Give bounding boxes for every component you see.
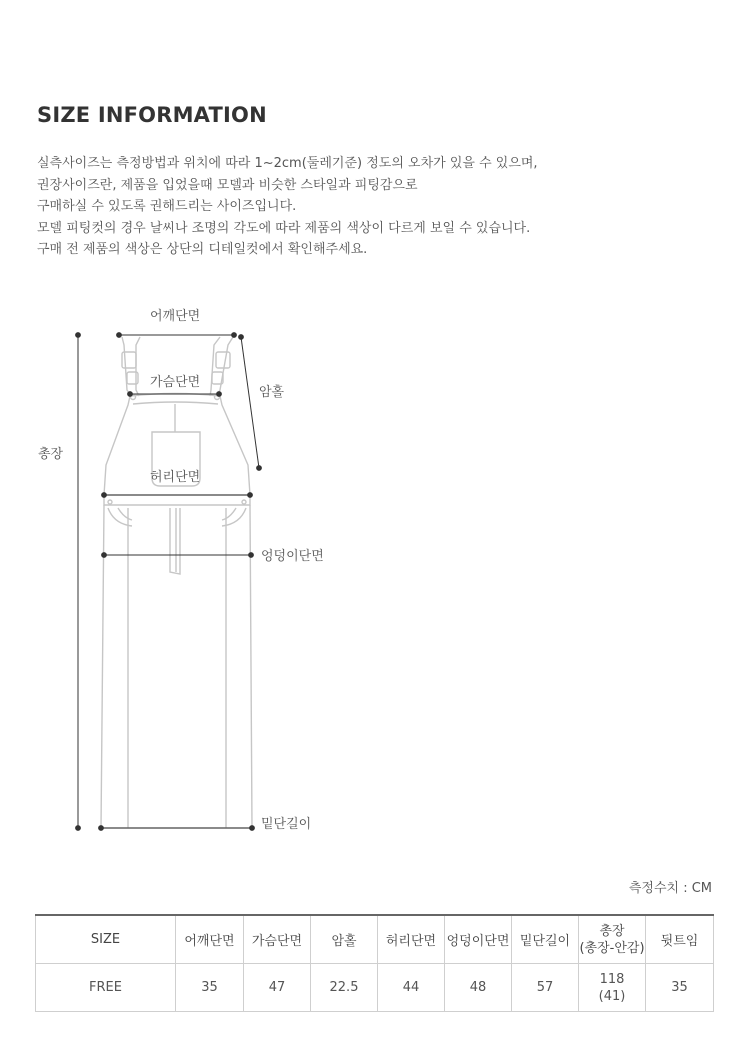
- cell-total-length-sub: (41): [598, 988, 626, 1004]
- note-line: 실측사이즈는 측정방법과 위치에 따라 1~2cm(둘레기준) 정도의 오차가 있을 수 있으며,: [37, 156, 538, 171]
- label-hem: 밑단길이: [261, 817, 312, 832]
- page-title: SIZE INFORMATION: [37, 103, 267, 127]
- cell-chest: 47: [244, 964, 311, 1012]
- note-line: 권장사이즈란, 제품을 입었을때 모델과 비슷한 스타일과 피팅감으로: [37, 177, 418, 193]
- note-line: 구매 전 제품의 색상은 상단의 디테일컷에서 확인해주세요.: [37, 242, 368, 257]
- table-header-row: [36, 915, 714, 964]
- header-hip: 엉덩이단면: [445, 915, 512, 964]
- cell-shoulder: 35: [176, 964, 244, 1012]
- cell-hip: 48: [445, 964, 512, 1012]
- size-table: [35, 914, 714, 1012]
- size-notes: [37, 153, 727, 261]
- header-shoulder: 어깨단면: [176, 915, 244, 964]
- table-row: [36, 964, 714, 1012]
- header-chest: 가슴단면: [244, 915, 311, 964]
- label-chest: 가슴단면: [150, 375, 201, 390]
- label-shoulder: 어깨단면: [150, 309, 201, 324]
- header-total-length-main: 총장: [599, 923, 625, 939]
- header-total-length: [579, 915, 646, 964]
- note-line: 구매하실 수 있도록 권해드리는 사이즈입니다.: [37, 199, 297, 214]
- cell-size: FREE: [36, 964, 176, 1012]
- header-waist: 허리단면: [378, 915, 445, 964]
- header-back-slit: 뒷트임: [646, 915, 714, 964]
- measurement-diagram: [0, 290, 750, 850]
- cell-hem: 57: [512, 964, 579, 1012]
- header-hem: 밑단길이: [512, 915, 579, 964]
- label-armhole: 암홀: [259, 385, 285, 400]
- header-armhole: 암홀: [311, 915, 378, 964]
- header-size: SIZE: [36, 915, 176, 964]
- cell-back-slit: 35: [646, 964, 714, 1012]
- label-total-length: 총장: [38, 447, 64, 462]
- left-strap-icon: [122, 337, 131, 396]
- header-total-length-sub: (총장-안감): [579, 940, 645, 956]
- cell-total-length: [579, 964, 646, 1012]
- cell-total-length-main: 118: [599, 971, 625, 987]
- label-waist: 허리단면: [150, 470, 201, 485]
- unit-label: 측정수치 : CM: [628, 881, 712, 896]
- overall-dress-illustration: [101, 337, 252, 828]
- cell-waist: 44: [378, 964, 445, 1012]
- note-line: 모델 피팅컷의 경우 날씨나 조명의 각도에 따라 제품의 색상이 다르게 보일 수 있습니다.: [37, 220, 531, 236]
- cell-armhole: 22.5: [311, 964, 378, 1012]
- label-hip: 엉덩이단면: [261, 549, 324, 564]
